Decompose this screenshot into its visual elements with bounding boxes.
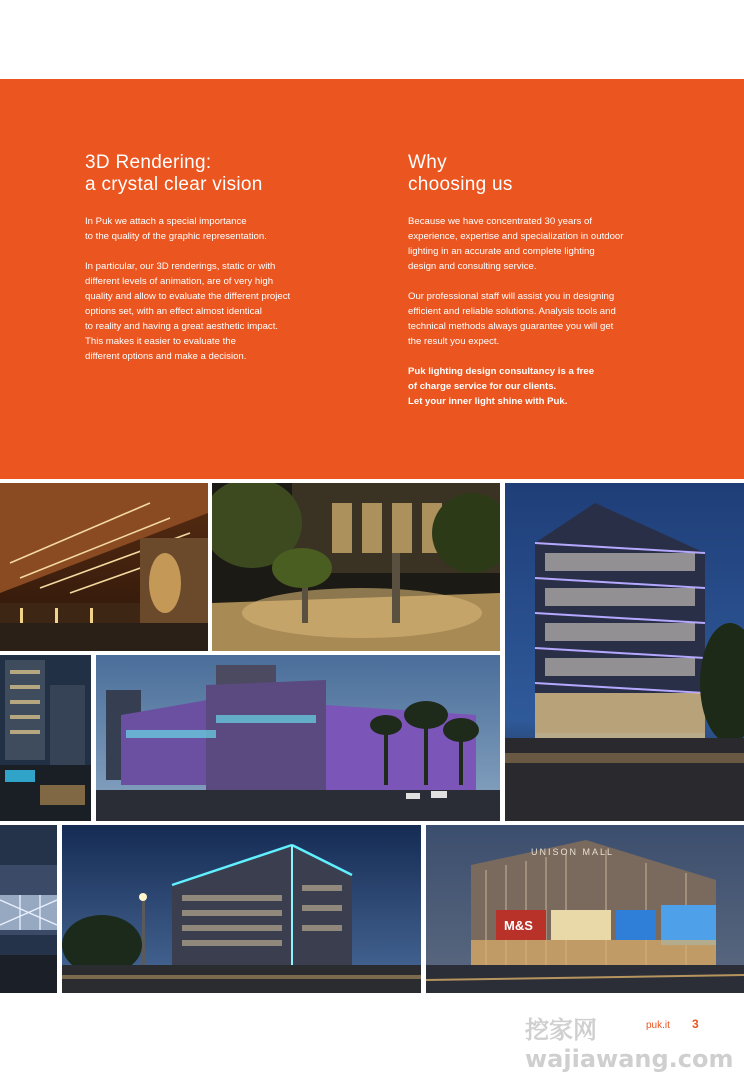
text-line: options set, with an effect almost identical xyxy=(85,306,262,317)
why-heading xyxy=(408,152,708,196)
text-line: design and consulting service. xyxy=(408,261,537,272)
heading-line: 3D Rendering: xyxy=(85,152,212,173)
photo-unison-mall xyxy=(426,825,744,993)
text-line: In particular, our 3D renderings, static or with xyxy=(85,261,276,272)
photo-garden-night xyxy=(212,483,500,651)
ms-sign-text: M&S xyxy=(504,918,533,933)
watermark-text: 挖家网 wajiawang.com xyxy=(525,1016,734,1073)
why-para-1 xyxy=(408,214,708,274)
why-para-3 xyxy=(408,364,708,409)
page-number: 3 xyxy=(692,1017,699,1031)
photo-lobby-ceiling xyxy=(0,483,208,651)
text-line: of charge service for our clients. xyxy=(408,381,557,392)
heading-line: choosing us xyxy=(408,174,513,195)
footer-site[interactable]: puk.it xyxy=(646,1020,670,1031)
text-line: different levels of animation, are of very high xyxy=(85,276,274,287)
text-line: quality and allow to evaluate the different project xyxy=(85,291,291,302)
text-line: Because we have concentrated 30 years of xyxy=(408,216,592,227)
rendering-para-2 xyxy=(85,259,375,364)
text-line: technical methods always guarantee you will get xyxy=(408,321,614,332)
right-column xyxy=(408,152,708,424)
photo-skywalk xyxy=(0,825,57,993)
text-line: to reality and having a great aesthetic impact. xyxy=(85,321,279,332)
why-para-2 xyxy=(408,289,708,349)
text-line: different options and make a decision. xyxy=(85,351,247,362)
photo-residential-aerial xyxy=(0,655,91,821)
heading-line: Why xyxy=(408,152,447,173)
rendering-heading xyxy=(85,152,375,196)
photo-hotel-cyan xyxy=(62,825,421,993)
photo-office-tower xyxy=(505,483,744,821)
text-line: lighting in an accurate and complete lighting xyxy=(408,246,595,257)
text-line: Let your inner light shine with Puk. xyxy=(408,396,568,407)
photo-purple-building xyxy=(96,655,500,821)
text-line: experience, expertise and specialization in outdoor xyxy=(408,231,624,242)
rendering-para-1 xyxy=(85,214,375,244)
text-line: the result you expect. xyxy=(408,336,500,347)
text-line: Our professional staff will assist you in designing xyxy=(408,291,615,302)
text-line: to the quality of the graphic representation. xyxy=(85,231,267,242)
left-column xyxy=(85,152,375,379)
text-line: This makes it easier to evaluate the xyxy=(85,336,236,347)
text-line: Puk lighting design consultancy is a free xyxy=(408,366,595,377)
text-line: efficient and reliable solutions. Analysis tools and xyxy=(408,306,616,317)
heading-line: a crystal clear vision xyxy=(85,174,263,195)
mall-sign-text: UNISON MALL xyxy=(531,847,615,857)
text-line: In Puk we attach a special importance xyxy=(85,216,247,227)
